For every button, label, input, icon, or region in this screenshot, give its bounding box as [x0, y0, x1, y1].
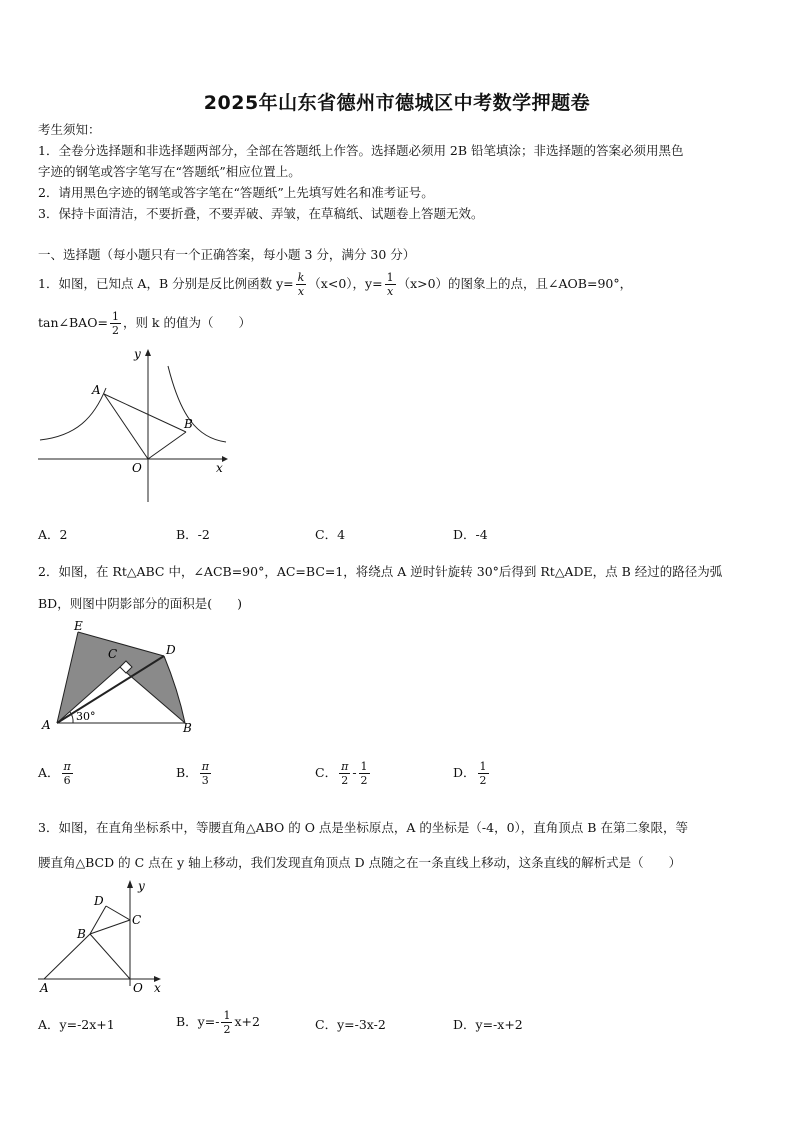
q1-stem-line1 — [38, 268, 632, 300]
q2-label-D: D — [166, 643, 176, 657]
q2-option-a[interactable]: A． $\frac{\pi}{6}$ — [38, 760, 71, 787]
q2-label-E: E — [74, 619, 83, 633]
q1-option-c[interactable]: C．4 — [315, 527, 346, 542]
q1-label-B: B — [184, 417, 193, 431]
q2-label-angle: 30° — [76, 710, 96, 723]
q2-fraction-a: $\frac{\pi}{6}$ — [63, 760, 71, 787]
q1-fraction-1-x: $\frac{1}{x}$ — [386, 271, 394, 298]
q1-label-y: y — [134, 348, 141, 361]
q2-stem-line2: BD，则图中阴影部分的面积是( ) — [38, 596, 242, 611]
q1-label-A: A — [92, 383, 101, 397]
q2-label-B: B — [183, 721, 192, 734]
q3-segment-BC — [90, 920, 130, 934]
q1-text-2: （x<0），y= — [308, 276, 383, 291]
q1-text-5: ，则 k 的值为（ ） — [122, 315, 251, 330]
q2-stem-line1: 2．如图，在 Rt△ABC 中，∠ACB=90°，AC=BC=1，将绕点 A 逆时针旋转 30°后得到 Rt△ADE，点 B 经过的路径为弧 — [38, 564, 723, 579]
q3-label-y: y — [138, 879, 145, 893]
q1-option-b[interactable]: B．-2 — [176, 527, 210, 542]
section-heading: 一、选择题（每小题只有一个正确答案，每小题 3 分，满分 30 分） — [38, 247, 416, 262]
q3-segment-BD — [90, 906, 106, 934]
q1-option-a[interactable]: A．2 — [38, 527, 68, 542]
q2-fraction-d: $\frac{1}{2}$ — [479, 760, 487, 787]
q3-option-d[interactable]: D．y=-x+2 — [453, 1017, 523, 1032]
q3-stem-line2: 腰直角△BCD 的 C 点在 y 轴上移动，我们发现直角顶点 D 点随之在一条直线上移动，这条直线的解析式是（ ） — [38, 855, 682, 870]
q1-stem-line2 — [38, 307, 251, 339]
q1-fraction-k-x: $\frac{k}{x}$ — [297, 271, 305, 298]
q3-label-O: O — [133, 981, 143, 995]
q3-label-A: A — [40, 981, 49, 995]
q3-segment-DC — [106, 906, 130, 920]
q1-text-3: （x>0）的图象上的点，且∠AOB=90°， — [397, 276, 633, 291]
notice-item-1b: 字迹的钢笔或答字笔写在“答题纸”相应位置上。 — [38, 164, 301, 179]
q3-label-B: B — [77, 927, 86, 941]
q3-fraction-b: $\frac{1}{2}$ — [223, 1009, 231, 1036]
q1-x-arrow — [222, 456, 228, 462]
q3-stem-line1: 3．如图，在直角坐标系中，等腰直角△ABO 的 O 点是坐标原点，A 的坐标是（-4，0），直角顶点 B 在第二象限，等 — [38, 820, 688, 835]
q3-label-D: D — [94, 894, 104, 908]
q1-figure — [36, 348, 228, 504]
q2-fraction-b: $\frac{\pi}{3}$ — [201, 760, 209, 787]
q3-segment-BO — [90, 934, 130, 979]
q1-y-arrow — [145, 349, 151, 356]
q2-fraction-c2: $\frac{1}{2}$ — [360, 760, 368, 787]
notice-item-2: 2．请用黑色字迹的钢笔或答字笔在“答题纸”上先填写姓名和准考证号。 — [38, 185, 434, 200]
q1-text-4: tan∠BAO= — [38, 315, 108, 330]
q2-option-d[interactable]: D． $\frac{1}{2}$ — [453, 760, 487, 787]
notice-heading: 考生须知： — [38, 122, 101, 137]
q1-segment-OB — [148, 432, 186, 459]
q3-y-arrow — [127, 880, 133, 888]
notice-item-1a: 1．全卷分选择题和非选择题两部分，全部在答题纸上作答。选择题必须用 2B 铅笔填涂；非选择题的答案必须用黑色 — [38, 143, 684, 158]
q2-figure — [36, 616, 206, 734]
q2-option-b[interactable]: B． $\frac{\pi}{3}$ — [176, 760, 209, 787]
q2-fraction-c1: $\frac{\pi}{2}$ — [341, 760, 349, 787]
q2-option-c[interactable]: C． $\frac{\pi}{2}$ - $\frac{1}{2}$ — [315, 760, 368, 787]
q3-option-a[interactable]: A．y=-2x+1 — [38, 1017, 115, 1032]
q1-text-1: 1．如图，已知点 A，B 分别是反比例函数 y= — [38, 276, 294, 291]
q2-label-C: C — [108, 647, 118, 661]
q3-figure — [36, 878, 166, 996]
q1-label-O: O — [132, 461, 142, 475]
q1-label-x: x — [216, 461, 223, 475]
q3-option-c[interactable]: C．y=-3x-2 — [315, 1017, 386, 1032]
q3-label-C: C — [132, 913, 142, 927]
q1-curve-right — [168, 366, 226, 442]
q2-label-A: A — [42, 718, 51, 732]
q3-label-x: x — [154, 981, 161, 995]
q3-option-b[interactable]: B．y=- $\frac{1}{2}$ x+2 — [176, 1009, 260, 1036]
notice-item-3: 3．保持卡面清洁，不要折叠，不要弄破、弄皱，在草稿纸、试题卷上答题无效。 — [38, 206, 484, 221]
q1-option-d[interactable]: D．-4 — [453, 527, 488, 542]
page-title: 2025年山东省德州市德城区中考数学押题卷 — [203, 92, 591, 114]
q1-fraction-1-2: $\frac{1}{2}$ — [111, 310, 119, 337]
